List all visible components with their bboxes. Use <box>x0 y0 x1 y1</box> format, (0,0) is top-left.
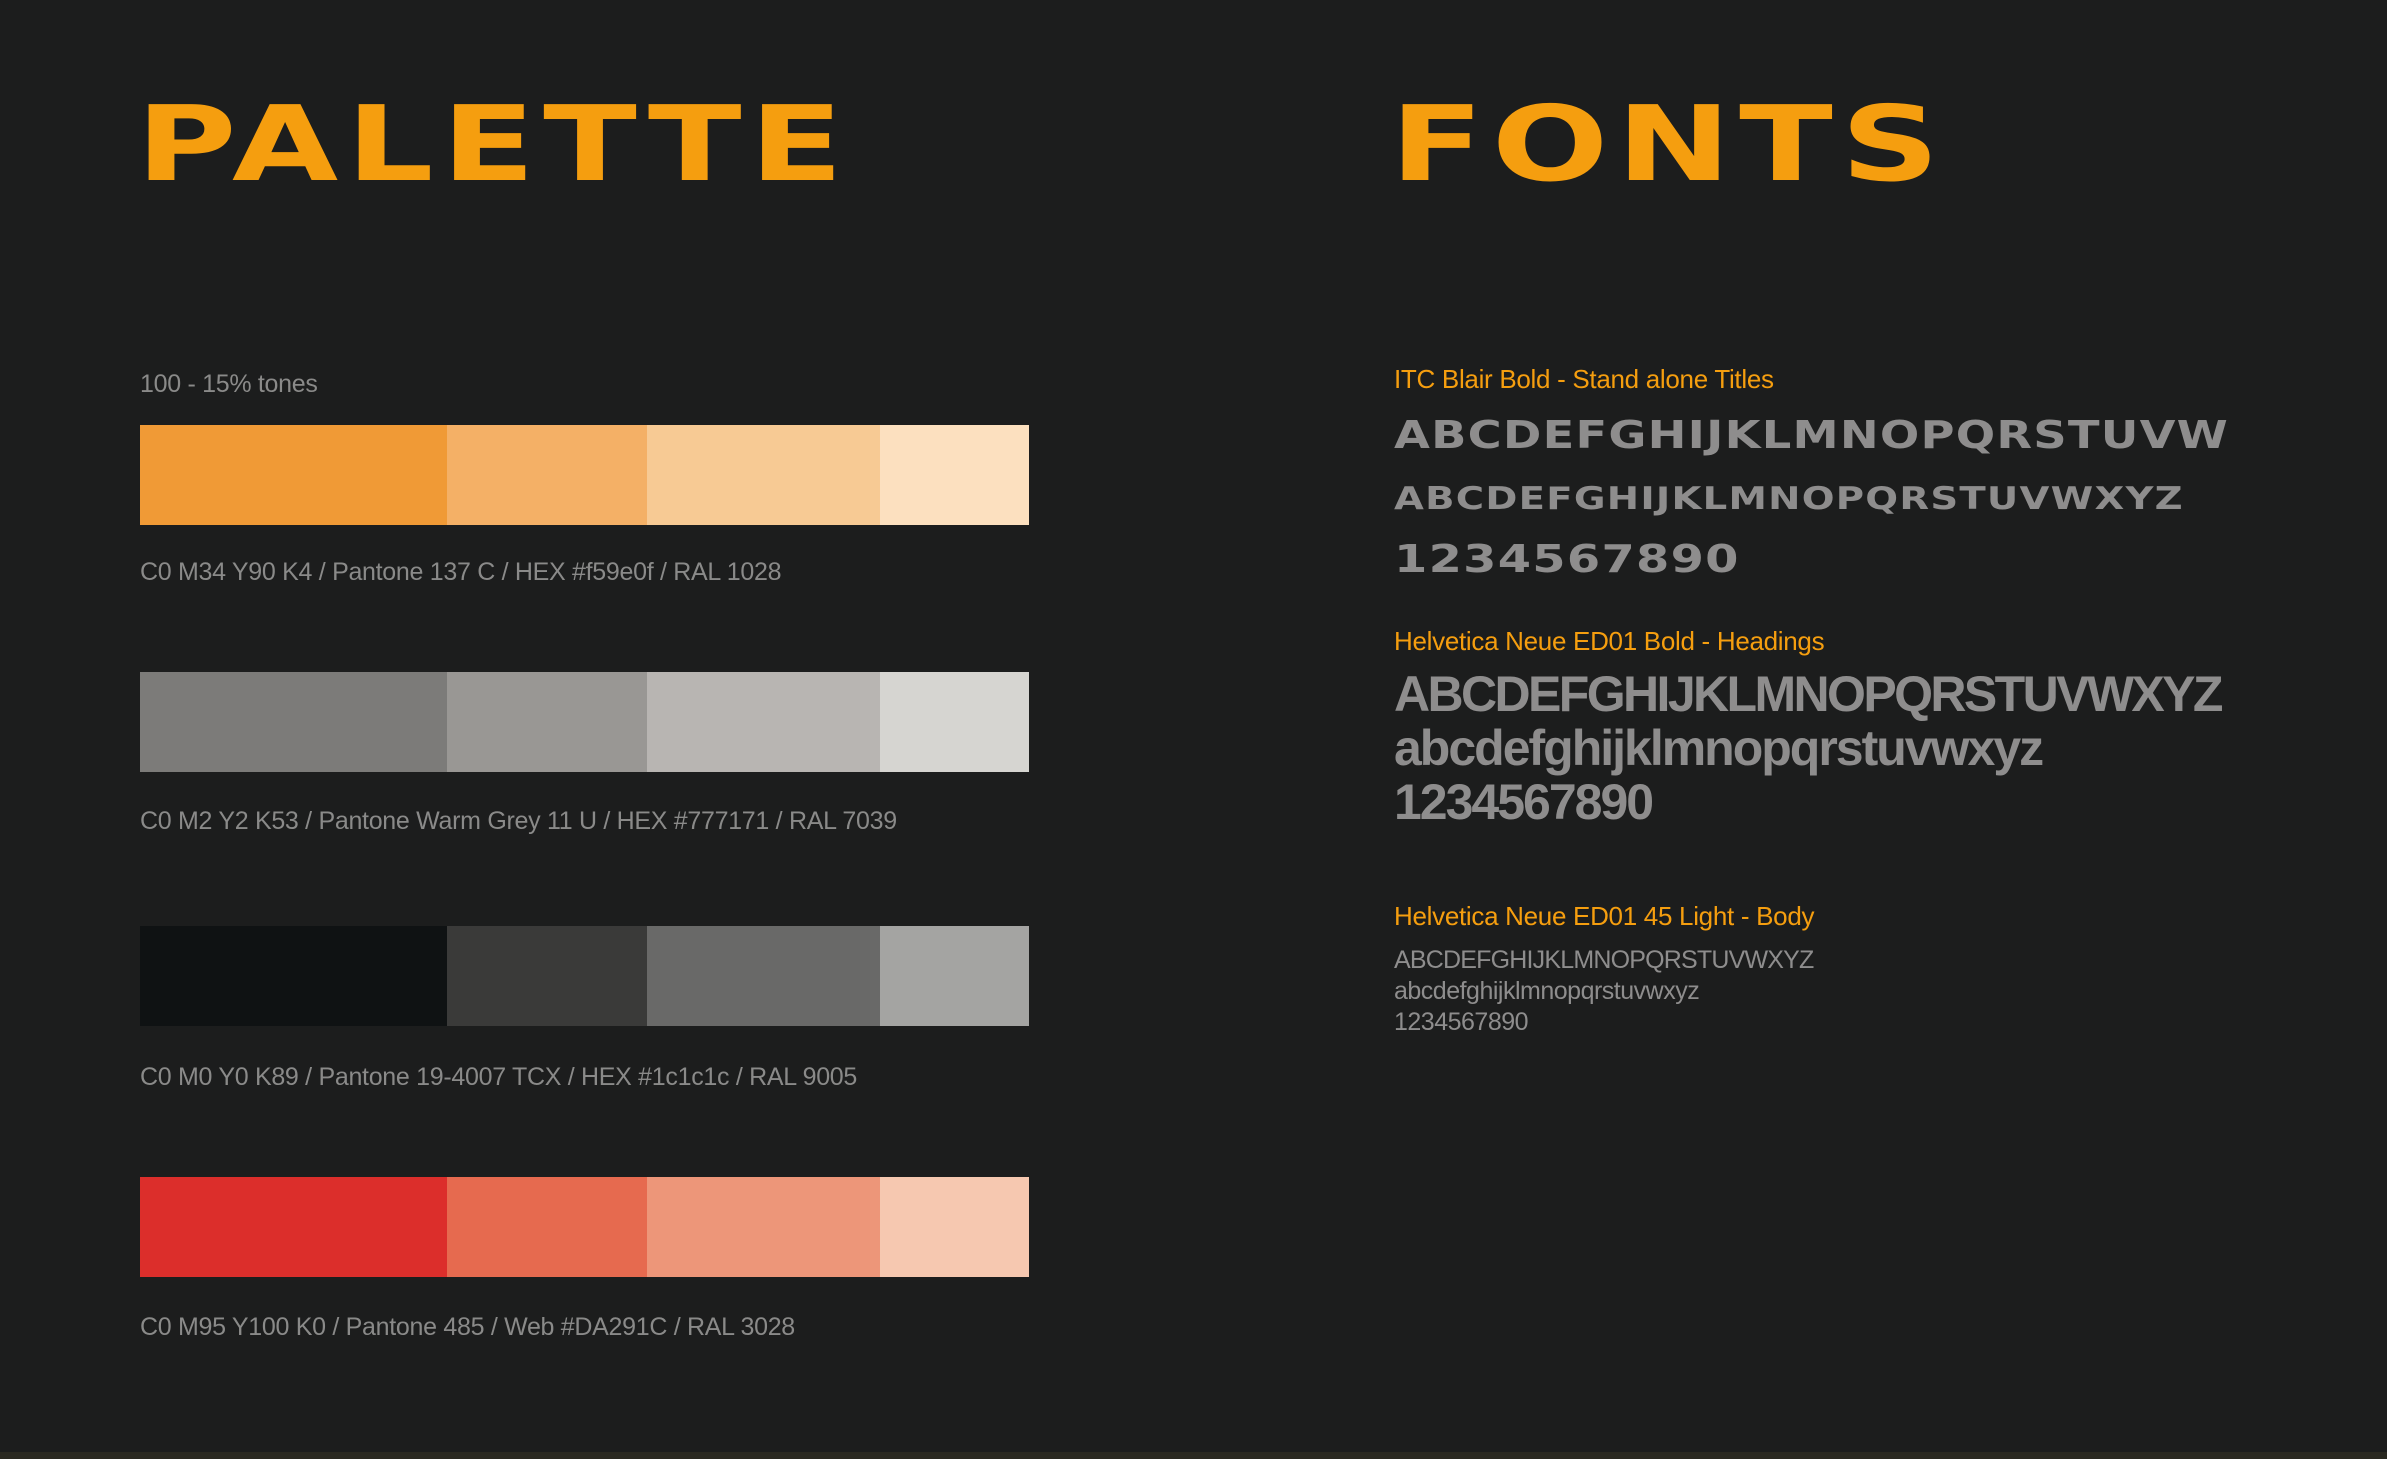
font-label-helvetica-bold: Helvetica Neue ED01 Bold - Headings <box>1394 626 1825 656</box>
swatch-caption-black: C0 M0 Y0 K89 / Pantone 19-4007 TCX / HEX #1c1c1c / RAL 9005 <box>140 1063 858 1091</box>
blair-sample-line-1: ABCDEFGHIJKLMNOPQRSTUVW <box>1394 413 2230 457</box>
tones-label: 100 - 15% tones <box>140 370 318 398</box>
swatch-tone-15 <box>880 672 1029 772</box>
swatch-tone-15 <box>880 425 1029 525</box>
swatch-caption-grey: C0 M2 Y2 K53 / Pantone Warm Grey 11 U / HEX #777171 / RAL 7039 <box>140 807 897 835</box>
swatch-bar-black <box>140 926 1029 1026</box>
helvetica-light-sample-line-3: 1234567890 <box>1394 1008 1529 1036</box>
font-label-helvetica-light: Helvetica Neue ED01 45 Light - Body <box>1394 901 1815 931</box>
swatch-tone-50 <box>647 1177 880 1277</box>
fonts-heading: FONTS <box>1390 83 1948 205</box>
swatch-tone-100 <box>140 425 447 525</box>
swatch-tone-100 <box>140 926 447 1026</box>
blair-sample-line-3: 1234567890 <box>1394 537 1740 581</box>
swatch-bar-grey <box>140 672 1029 772</box>
swatch-tone-75 <box>447 926 647 1026</box>
helvetica-light-sample-line-2: abcdefghijklmnopqrstuvwxyz <box>1394 977 1700 1005</box>
swatch-tone-15 <box>880 1177 1029 1277</box>
swatch-tone-100 <box>140 1177 447 1277</box>
helvetica-bold-sample-line-1: ABCDEFGHIJKLMNOPQRSTUVWXYZ <box>1394 666 2221 722</box>
swatch-tone-50 <box>647 425 880 525</box>
helvetica-bold-sample-line-3: 1234567890 <box>1394 774 1653 830</box>
swatch-caption-red: C0 M95 Y100 K0 / Pantone 485 / Web #DA291C / RAL 3028 <box>140 1313 795 1341</box>
swatch-tone-50 <box>647 672 880 772</box>
swatch-tone-50 <box>647 926 880 1026</box>
helvetica-bold-sample-line-2: abcdefghijklmnopqrstuvwxyz <box>1394 720 2043 776</box>
swatch-tone-75 <box>447 672 647 772</box>
blair-sample-line-2: ABCDEFGHIJKLMNOPQRSTUVWXYZ <box>1394 481 2184 517</box>
bottom-edge-strip <box>0 1452 2387 1459</box>
swatch-tone-100 <box>140 672 447 772</box>
palette-heading: PALETTE <box>136 83 852 205</box>
swatch-tone-75 <box>447 425 647 525</box>
font-label-blair: ITC Blair Bold - Stand alone Titles <box>1394 364 1774 394</box>
swatch-bar-red <box>140 1177 1029 1277</box>
swatch-tone-15 <box>880 926 1029 1026</box>
swatch-bar-orange <box>140 425 1029 525</box>
swatch-caption-orange: C0 M34 Y90 K4 / Pantone 137 C / HEX #f59e0f / RAL 1028 <box>140 558 782 586</box>
helvetica-light-sample-line-1: ABCDEFGHIJKLMNOPQRSTUVWXYZ <box>1394 946 1814 974</box>
swatch-tone-75 <box>447 1177 647 1277</box>
